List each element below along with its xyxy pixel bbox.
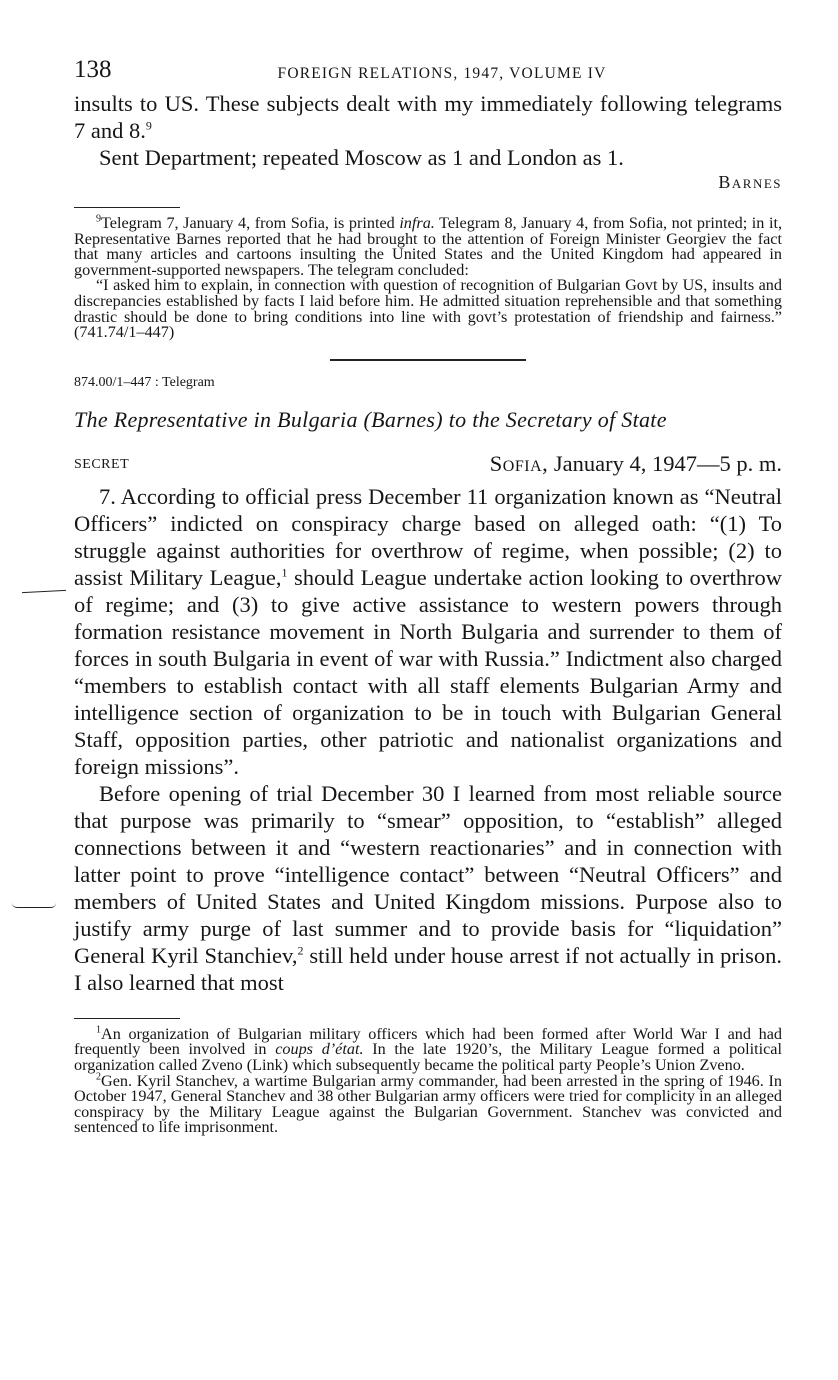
page-number: 138 bbox=[74, 56, 112, 83]
telegram-paragraph-2: Before opening of trial December 30 I learned from most reliable source that purpose was primarily to “smear” opposition, to “establish” alleged connections between it and “western reactionaries” and in connection with latter point to prove “intelligence contact” between “Neutral Officers” and members of United States and United Kingdom missions. Purpose also to justify army purge of last summer and to provide basis for “liquidation” General Kyril Stanchiev,$^2$ still held under house arrest if not actually in prison. I also learned that most bbox=[74, 780, 782, 995]
place-date: Sofia, January 4, 1947—5 p. m. bbox=[489, 450, 782, 476]
footnote-divider bbox=[74, 207, 180, 208]
sent-paragraph: Sent Department; repeated Moscow as 1 and London as 1. bbox=[99, 145, 624, 170]
footnotes bbox=[74, 1018, 782, 1136]
footnote-1: $^1$An organization of Bulgarian military officers which had been formed after World War I and had frequently been involved in coups d’état. In the late 1920’s, the Military League formed a political organization called Zveno (Link) which subsequently became the political party People’s Union Zveno. bbox=[74, 1024, 782, 1074]
dateline bbox=[74, 451, 782, 481]
footnote-ref: 2 bbox=[297, 943, 304, 958]
continuation-paragraph: insults to US. These subjects dealt with my immediately following telegrams 7 and 8.$^9$ bbox=[74, 91, 782, 143]
telegram-paragraph-1: 7. According to official press December 11 organization known as “Neutral Officers” indicted on conspiracy charge based on alleged oath: “(1) To struggle against authorities for overthrow of regime, when possible; (2) to assist Military League,$^1$ should League undertake action looking to overthrow of regime; and (3) to give active assistance to western powers through formation resistance movement in North Bulgaria and surrender to them of forces in south Bulgaria in event of war with Russia.” Indictment also charged “members to establish contact with all staff elements Bulgarian Army and intelligence section of organization to be in touch with Bulgarian General Staff, opposition parties, other patriotic and nationalist organizations and foreign missions”. bbox=[74, 483, 782, 779]
file-reference: 874.00/1–447 : Telegram bbox=[74, 374, 215, 390]
footnote-9: $^9$Telegram 7, January 4, from Sofia, is printed infra. Telegram 8, January 4, from Sofia, not printed; in it, Representative Barnes reported that he had brought to the attention of Foreign Minister Georgiev the fact that many articles and cartoons insulting the United States and the United Kingdom had appeared in government-supported newspapers. The telegram concluded: bbox=[74, 213, 782, 279]
footnote-divider bbox=[74, 1018, 180, 1019]
section-divider bbox=[330, 359, 526, 361]
running-head bbox=[74, 56, 782, 90]
footnote-9-quote: “I asked him to explain, in connection with question of recognition of Bulgarian Govt by US, insults and discrepancies established by facts I laid before him. He admitted situation reprehensible and that something drastic should be done to bring conditions into line with govt’s protestation of friendship and fairness.” (741.74/1–447) bbox=[74, 276, 782, 342]
document-page bbox=[74, 56, 782, 1136]
running-head-title: FOREIGN RELATIONS, 1947, VOLUME IV bbox=[277, 65, 607, 82]
footnote-2: $^2$Gen. Kyril Stanchev, a wartime Bulgarian army commander, had been arrested in the spring of 1946. In October 1947, General Stanchev and 38 other Bulgarian army officers were tried for complicity in an alleged conspiracy by the Military League against the Bulgarian Government. Stanchev was convicted and sentenced to life imprisonment. bbox=[74, 1071, 782, 1137]
margin-annotation-mark bbox=[12, 903, 56, 908]
footnote-ref: 1 bbox=[281, 565, 288, 580]
signature: Barnes bbox=[718, 172, 782, 192]
document-title: The Representative in Bulgaria (Barnes) to the Secretary of State bbox=[74, 406, 667, 432]
margin-annotation-mark bbox=[22, 590, 66, 593]
footnote-ref: 9 bbox=[145, 118, 152, 133]
classification-label: SECRET bbox=[74, 456, 130, 472]
